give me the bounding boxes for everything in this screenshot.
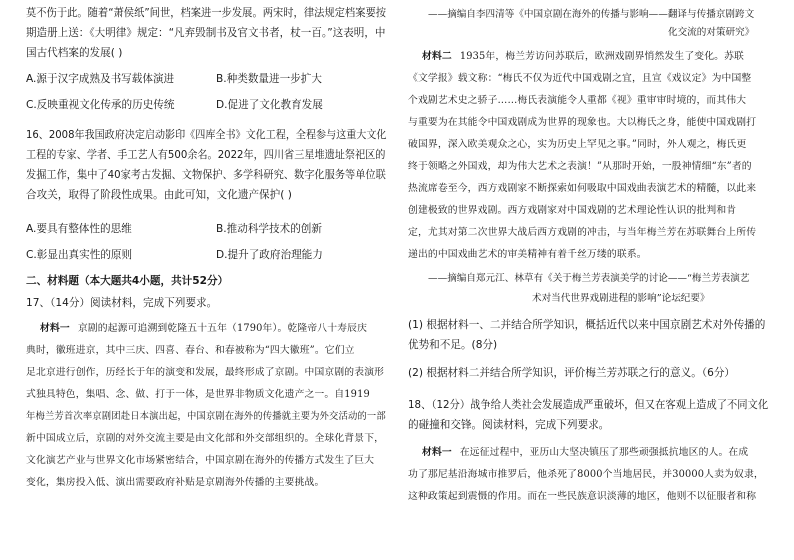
material-1-line-6: 新中国成立后，京剧的对外交流主要是由文化部和外交部组织的。全球化背景下， [26,433,385,444]
q15-option-b: B.种类数量进一步扩大 [216,73,322,85]
material-1-line-5: 年梅兰芳首次率京剧团赴日本演出起，中国京剧在海外的传播就主要为外交活动的一部 [26,411,386,422]
material-1-text-1: 京剧的起源可追溯到乾隆五十五年（1790年）。乾隆帝八十寿辰庆 [77,323,368,334]
q16-option-c: C.彰显出真实性的原则 [26,249,133,261]
citation-1-line-2: 化交流的对策研究》 [668,27,755,38]
material-2-line-5: 破国界，深入欧美观众之心，实为历史上罕见之事。”同时，外人观之，梅氏更 [408,139,747,150]
q15-line-1: 莫不伤于此。随着“萧侯纸”间世，档案进一步发展。两宋时，律法规定档案要按 [26,7,387,19]
q16-option-b: B.推动科学技术的创新 [216,223,322,235]
material-2-line-6: 终于领略之外国戏，却为伟大艺术之表演！”从那时开始，一股神情细“东”者的 [408,161,752,172]
citation-2-line-2: 术对当代世界戏剧进程的影响”论坛纪要》 [532,293,710,304]
material-2-line-7: 热流席卷至今，西方戏剧家不断探索如何吸取中国戏曲表演艺术的精髓，以此来 [408,183,757,194]
material-2-line-3: 个戏剧艺术史之骄子……梅氏表演能令人重都《视》重审审时境的，而其伟大 [408,95,747,106]
section-2-title: 二、材料题（本大题共4小题，共计52分） [26,275,229,287]
material-3-text-1: 在远征过程中，亚历山大坚决镇压了那些顽强抵抗地区的人。在成 [459,447,749,458]
material-2-line-9: 定，尤其对第二次世界大战后西方戏剧的冲击，与当年梅兰芳在苏联舞台上所传 [408,227,757,238]
q15-option-a: A.源于汉字成熟及书写载体演进 [26,73,175,85]
material-2-line-2: 《文学报》载文称：“梅氏不仅为近代中国戏剧之宜，且宣《戏议定》为中国整 [408,73,752,84]
q16-line-3: 发掘工作，集中了40家考古发掘、文物保护、多学科研究、数字化服务等单位联 [26,169,386,181]
material-1-line-7: 文化演艺产业与世界文化市场紧密结合，中国京剧在海外的传播方式发生了巨大 [26,455,375,466]
material-1-line-3: 足北京进行创作，历经长于年的演变和发展，最终形成了京剧。中国京剧的表演形 [26,367,385,378]
material-1-label: 材料一 [40,323,70,334]
material-3-line-1 [422,446,748,460]
q16-line-4: 合攻关，取得了阶段性成果。由此可知，文化遗产保护( ) [26,189,292,201]
material-2-line-10: 递出的中国戏曲艺术的审美精神有着千丝万缕的联系。 [408,249,647,260]
q15-line-2: 期造册上送：《大明律》规定：“凡弃毁制书及官文书者，杖一百。”这表明，中 [26,27,386,39]
q15-line-3: 国古代档案的发展( ) [26,47,123,59]
material-3-line-3: 这种政策起到震慑的作用。而在一些民族意识淡薄的地区，他则不以征服者和称 [408,491,757,502]
material-1-line-8: 变化，集房投入低、演出需要政府补贴是京剧海外传播的主要挑战。 [26,477,325,488]
material-1-line-2: 典时，徽班进京，其中三庆、四喜、春台、和春被称为“四大徽班”。它们立 [26,345,355,356]
q17-1-line-1: (1) 根据材料一、二并结合所学知识，概括近代以来中国京剧艺术对外传播的 [408,319,766,331]
material-2-text-1: 1935年，梅兰芳访问苏联后，欧洲戏剧界悄然发生了变化。苏联 [459,51,744,62]
q16-option-d: D.提升了政府治理能力 [216,249,323,261]
q18-line-1: 18、（12分）战争给人类社会发展造成严重破坏，但又在客观上造成了不同文化 [408,399,769,411]
material-1-line-4: 式独具特色，集唱、念、做、打于一体，是世界非物质文化遗产之一。自1919 [26,389,370,400]
q17-1-line-2: 优势和不足。(8分) [408,339,498,351]
material-2-line-8: 创建极致的世界戏剧。西方戏剧家对中国戏剧的艺术理论性认识的批判和肯 [408,205,737,216]
q16-option-a: A.要具有整体性的思维 [26,223,132,235]
citation-2-line-1: ——摘编自郑元江、林草有《关于梅兰芳表演美学的讨论——“梅兰芳表演艺 [428,273,750,284]
material-2-line-1 [422,50,744,64]
material-3-line-2: 功了那尼基沿海城市推罗后，他杀死了8000个当地居民，并30000人卖为奴隶， [408,469,764,480]
q16-line-2: 工程的专家、学者、手工艺人有500余名。2022年，四川省三星堆遗址祭祀区的 [26,149,386,161]
material-1-line-1 [40,322,367,336]
material-3-label: 材料一 [422,447,452,458]
citation-1-line-1: ——摘编自李四清等《中国京剧在海外的传播与影响——翻译与传播京剧跨文 [428,9,755,20]
q15-option-c: C.反映重视文化传承的历史传统 [26,99,175,111]
q15-option-d: D.促进了文化教育发展 [216,99,323,111]
q17-stem: 17、（14分）阅读材料，完成下列要求。 [26,297,218,309]
material-2-label: 材料二 [422,51,452,62]
q18-line-2: 的碰撞和交锋。阅读材料，完成下列要求。 [408,419,610,431]
material-2-line-4: 与重要为在其能令中国戏剧成为世界的现象也。大以梅氏之身，能使中国戏剧打 [408,117,757,128]
q17-2: (2) 根据材料二并结合所学知识，评价梅兰芳苏联之行的意义。（6分） [408,367,736,379]
q16-line-1: 16、2008年我国政府决定启动影印《四库全书》文化工程，全程参与这重大文化 [26,129,387,141]
